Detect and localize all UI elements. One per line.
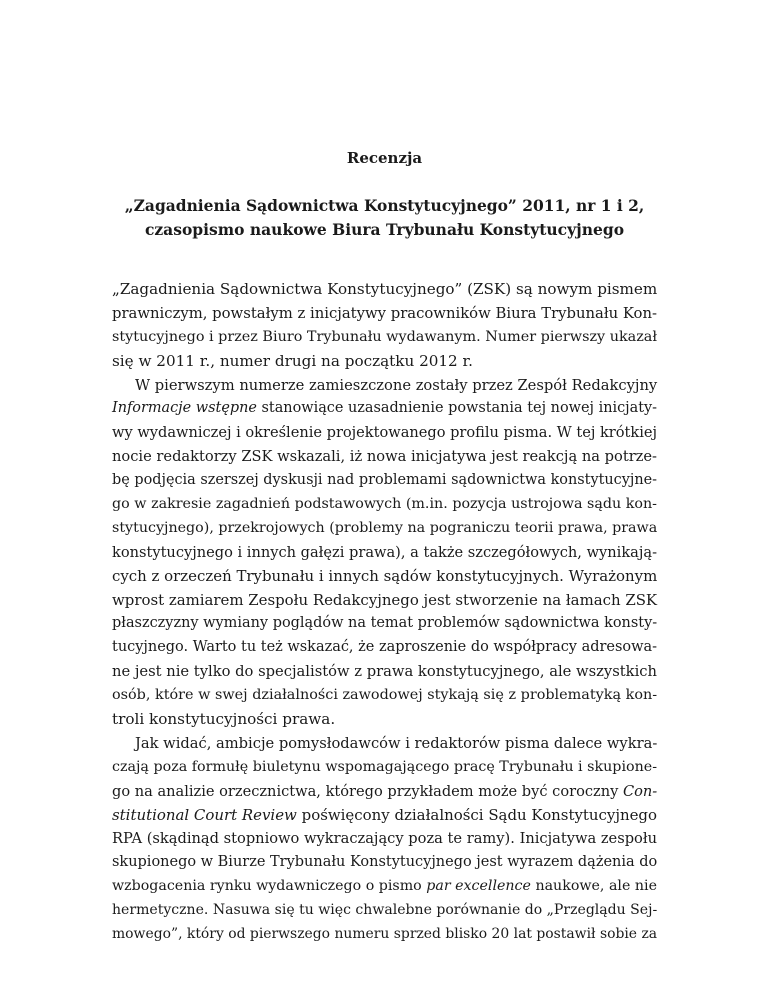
body-line: RPA (skądinąd stopniowo wykraczający poza te ramy). Inicjatywa zespołu — [112, 830, 657, 848]
body-line: cych z orzeczeń Trybunału i innych sądów konstytucyjnych. Wyrażonym — [112, 566, 658, 585]
body-line: skupionego w Biurze Trybunału Konstytucyjnego jest wyrazem dążenia do — [112, 854, 658, 871]
body-line: bę podjęcia szerszej dyskusji nad problemami sądownictwa konstytucyjne- — [112, 472, 657, 489]
body-line: W pierwszym numerze zamieszczone zostały przez Zespół Redakcyjny — [135, 376, 658, 394]
review-body — [112, 278, 657, 947]
body-line: stytucyjnego i przez Biuro Trybunału wydawanym. Numer pierwszy ukazał — [112, 328, 657, 345]
body-line: Jak widać, ambicje pomysłodawców i redaktorów pisma dalece wykra- — [135, 734, 658, 752]
body-line: prawniczym, powstałym z inicjatywy pracowników Biura Trybunału Kon- — [112, 304, 657, 322]
body-line: stitutional Court Review poświęcony działalności Sądu Konstytucyjnego — [112, 805, 657, 824]
body-line: troli konstytucyjności prawa. — [112, 710, 336, 729]
body-line: go na analizie orzecznictwa, którego przykładem może być coroczny Con- — [112, 782, 658, 800]
body-line: Informacje wstępne stanowiące uzasadnienie powstania tej nowej inicjaty- — [112, 400, 657, 417]
body-line: mowego”, który od pierwszego numeru sprzed blisko 20 lat postawił sobie za — [112, 926, 658, 943]
body-line: płaszczyzny wymiany poglądów na temat problemów sądownictwa konsty- — [112, 615, 658, 632]
body-line: czają poza formułę biuletynu wspomagającego pracę Trybunału i skupione- — [112, 758, 658, 775]
body-line: się w 2011 r., numer drugi na początku 2012 r. — [112, 351, 473, 370]
body-line: „Zagadnienia Sądownictwa Konstytucyjnego” (ZSK) są nowym pismem — [112, 280, 658, 298]
review-title-line-1: „Zagadnienia Sądownictwa Konstytucyjnego” 2011, nr 1 i 2, — [124, 196, 645, 215]
body-line: tucyjnego. Warto tu też wskazać, że zaproszenie do współpracy adresowa- — [112, 639, 657, 656]
body-line: wy wydawniczej i określenie projektowanego profilu pisma. W tej krótkiej — [112, 424, 657, 442]
body-line: stytucyjnego), przekrojowych (problemy na pograniczu teorii prawa, prawa — [112, 519, 658, 536]
body-line: go w zakresie zagadnień podstawowych (m.in. pozycja ustrojowa sądu kon- — [112, 496, 657, 513]
review-title-line-2: czasopismo naukowe Biura Trybunału Konstytucyjnego — [144, 220, 625, 239]
body-line: ne jest nie tylko do specjalistów z prawa konstytucyjnego, ale wszystkich — [112, 663, 657, 681]
body-line: hermetyczne. Nasuwa się tu więc chwalebne porównanie do „Przeglądu Sej- — [112, 902, 658, 919]
body-line: konstytucyjnego i innych gałęzi prawa), a także szczegółowych, wynikają- — [112, 543, 657, 561]
body-line: osób, które w swej działalności zawodowej stykają się z problematyką kon- — [112, 687, 658, 704]
section-kicker: Recenzja — [346, 149, 423, 167]
review-title — [112, 194, 657, 242]
body-line: wprost zamiarem Zespołu Redakcyjnego jest stworzenie na łamach ZSK — [112, 590, 658, 609]
body-line: nocie redaktorzy ZSK wskazali, iż nowa inicjatywa jest reakcją na potrze- — [112, 448, 657, 466]
body-line: wzbogacenia rynku wydawniczego o pismo par excellence naukowe, ale nie — [112, 878, 658, 895]
